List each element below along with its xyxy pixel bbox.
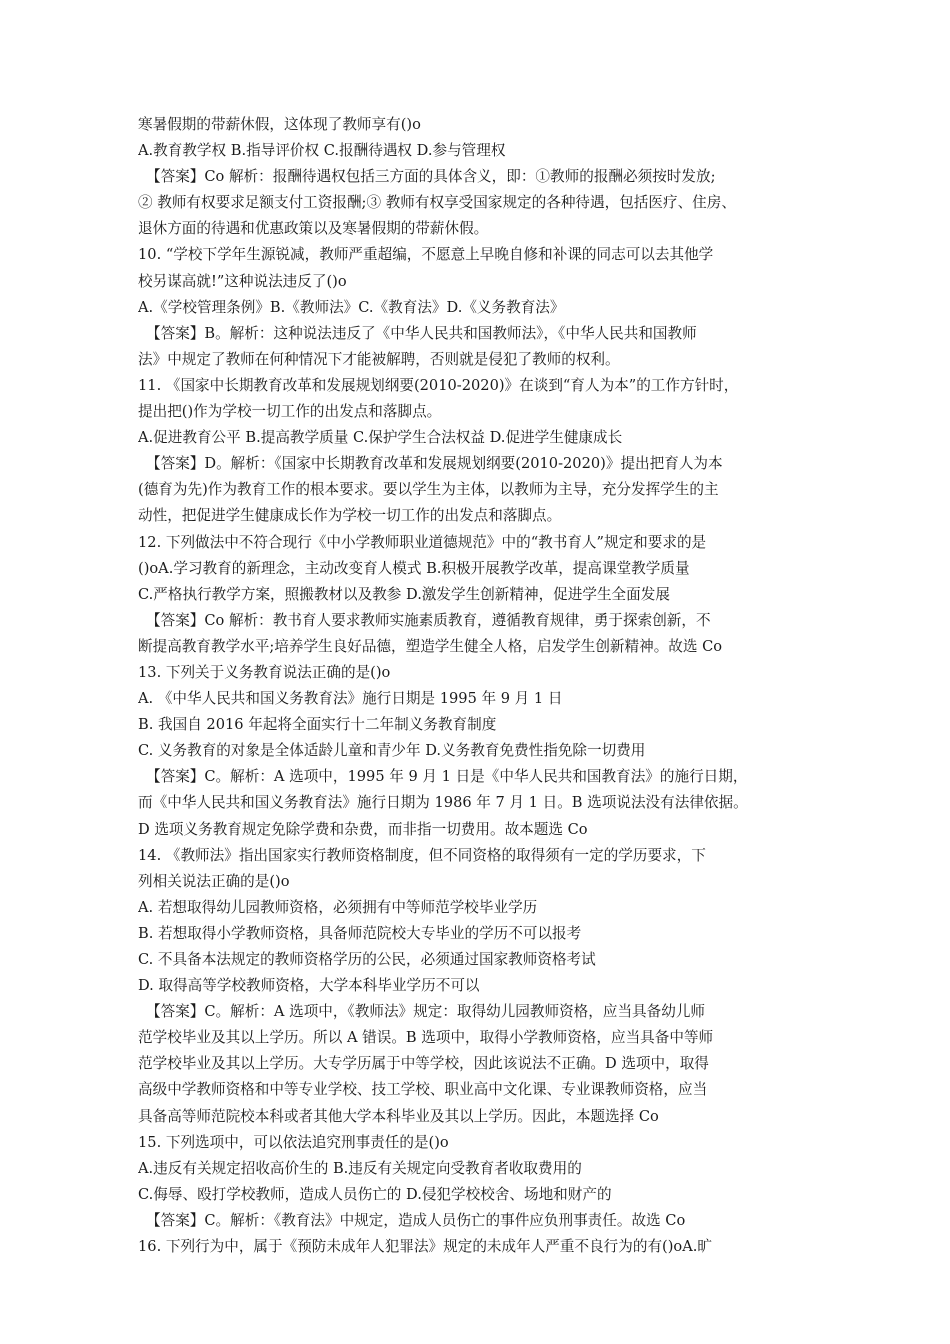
text-line: 【答案】Co 解析：教书育人要求教师实施素质教育，遵循教育规律，勇于探索创新，不 (146, 611, 711, 629)
text-line: 11. 《国家中长期教育改革和发展规划纲要(2010-2020)》在谈到“育人为本”的工作方针时， (138, 376, 739, 394)
text-line: 断提高教育教学水平;培养学生良好品德，塑造学生健全人格，启发学生创新精神。故选 Co (138, 637, 723, 655)
text-line: 寒暑假期的带薪休假，这体现了教师享有()o (138, 116, 421, 133)
text-line: A. 若想取得幼儿园教师资格，必须拥有中等师范学校毕业学历 (138, 898, 538, 916)
text-line: A. 《中华人民共和国义务教育法》施行日期是 1995 年 9 月 1 日 (138, 690, 563, 708)
text-line: 【答案】B。解析：这种说法违反了《中华人民共和国教师法》，《中华人民共和国教师 (146, 324, 697, 342)
text-line: C.严格执行教学方案，照搬教材以及教参 D.激发学生创新精神，促进学生全面发展 (138, 585, 670, 603)
text-line: ()oA.学习教育的新理念，主动改变育人模式 B.积极开展教学改革，提高课堂教学质量 (138, 559, 690, 577)
text-line: C. 不具备本法规定的教师资格学历的公民，必须通过国家教师资格考试 (138, 951, 596, 968)
text-line: 法》中规定了教师在何种情况下才能被解聘，否则就是侵犯了教师的权利。 (138, 350, 620, 368)
text-line: 退休方面的待遇和优惠政策以及寒暑假期的带薪休假。 (138, 220, 489, 238)
text-line: D. 取得高等学校教师资格，大学本科毕业学历不可以 (138, 977, 480, 995)
text-line: ② 教师有权要求足额支付工资报酬;③ 教师有权享受国家规定的各种待遇，包括医疗、住房、 (138, 194, 736, 212)
text-line: A.促进教育公平 B.提高教学质量 C.保护学生合法权益 D.促进学生健康成长 (138, 429, 623, 447)
text-line: A.教育教学权 B.指导评价权 C.报酬待遇权 D.参与管理权 (138, 142, 506, 160)
text-line: 范学校毕业及其以上学历。所以 A 错误。B 选项中，取得小学教师资格，应当具备中等师 (138, 1029, 714, 1047)
text-line: 【答案】D。解析：《国家中长期教育改革和发展规划纲要(2010-2020)》提出把育人为本 (146, 455, 723, 473)
text-line: 动性，把促进学生健康成长作为学校一切工作的出发点和落脚点。 (138, 507, 562, 525)
text-line: C. 义务教育的对象是全体适龄儿童和青少年 D.义务教育免费性指免除一切费用 (138, 742, 646, 760)
text-line: 高级中学教师资格和中等专业学校、技工学校、职业高中文化课、专业课教师资格，应当 (138, 1081, 708, 1099)
document-page (138, 112, 828, 1260)
text-line: 校另谋高就!”这种说法违反了()o (138, 272, 347, 290)
text-line: A.违反有关规定招收高价生的 B.违反有关规定向受教育者收取费用的 (138, 1159, 582, 1177)
text-line: D 选项义务教育规定免除学费和杂费，而非指一切费用。故本题选 Co (138, 820, 588, 838)
text-line: 10. “学校下学年生源锐减，教师严重超编，不愿意上早晚自修和补课的同志可以去其他学 (138, 246, 714, 264)
text-line: 【答案】Co 解析：报酬待遇权包括三方面的具体含义，即：①教师的报酬必须按时发放; (146, 168, 716, 186)
text-line: 范学校毕业及其以上学历。大专学历属于中等学校，因此该说法不正确。D 选项中，取得 (138, 1055, 709, 1073)
text-line: 12. 下列做法中不符合现行《中小学教师职业道德规范》中的“教书育人”规定和要求的是 (138, 533, 707, 551)
text-line: 16. 下列行为中，属于《预防未成年人犯罪法》规定的未成年人严重不良行为的有()oA.旷 (138, 1238, 712, 1256)
text-line: 14. 《教师法》指出国家实行教师资格制度，但不同资格的取得须有一定的学历要求，下 (138, 846, 706, 864)
text-line: A.《学校管理条例》B.《教师法》C.《教育法》D.《义务教育法》 (138, 298, 565, 316)
text-line: B. 若想取得小学教师资格，具备师范院校大专毕业的学历不可以报考 (138, 924, 582, 942)
text-line: 而《中华人民共和国义务教育法》施行日期为 1986 年 7 月 1 日。B 选项说法没有法律依据。 (138, 794, 748, 812)
text-line: 具备高等师范院校本科或者其他大学本科毕业及其以上学历。因此，本题选择 Co (138, 1107, 659, 1125)
text-line: 15. 下列选项中，可以依法追究刑事责任的是()o (138, 1133, 449, 1151)
text-line: C.侮辱、殴打学校教师，造成人员伤亡的 D.侵犯学校校舍、场地和财产的 (138, 1185, 612, 1203)
text-line: 提出把()作为学校一切工作的出发点和落脚点。 (138, 403, 442, 421)
text-line: 【答案】C。解析：A 选项中，1995 年 9 月 1 日是《中华人民共和国教育法》的施行日期， (146, 768, 748, 786)
text-line: B. 我国自 2016 年起将全面实行十二年制义务教育制度 (138, 716, 497, 734)
text-line: 【答案】C。解析：《教育法》中规定，造成人员伤亡的事件应负刑事责任。故选 Co (146, 1211, 686, 1229)
text-line: 【答案】C。解析：A 选项中，《教师法》规定：取得幼儿园教师资格，应当具备幼儿师 (146, 1003, 706, 1021)
text-line: 列相关说法正确的是()o (138, 872, 290, 890)
text-line: (德育为先)作为教育工作的根本要求。要以学生为主体，以教师为主导，充分发挥学生的主 (138, 481, 719, 499)
text-line: 13. 下列关于义务教育说法正确的是()o (138, 663, 391, 681)
